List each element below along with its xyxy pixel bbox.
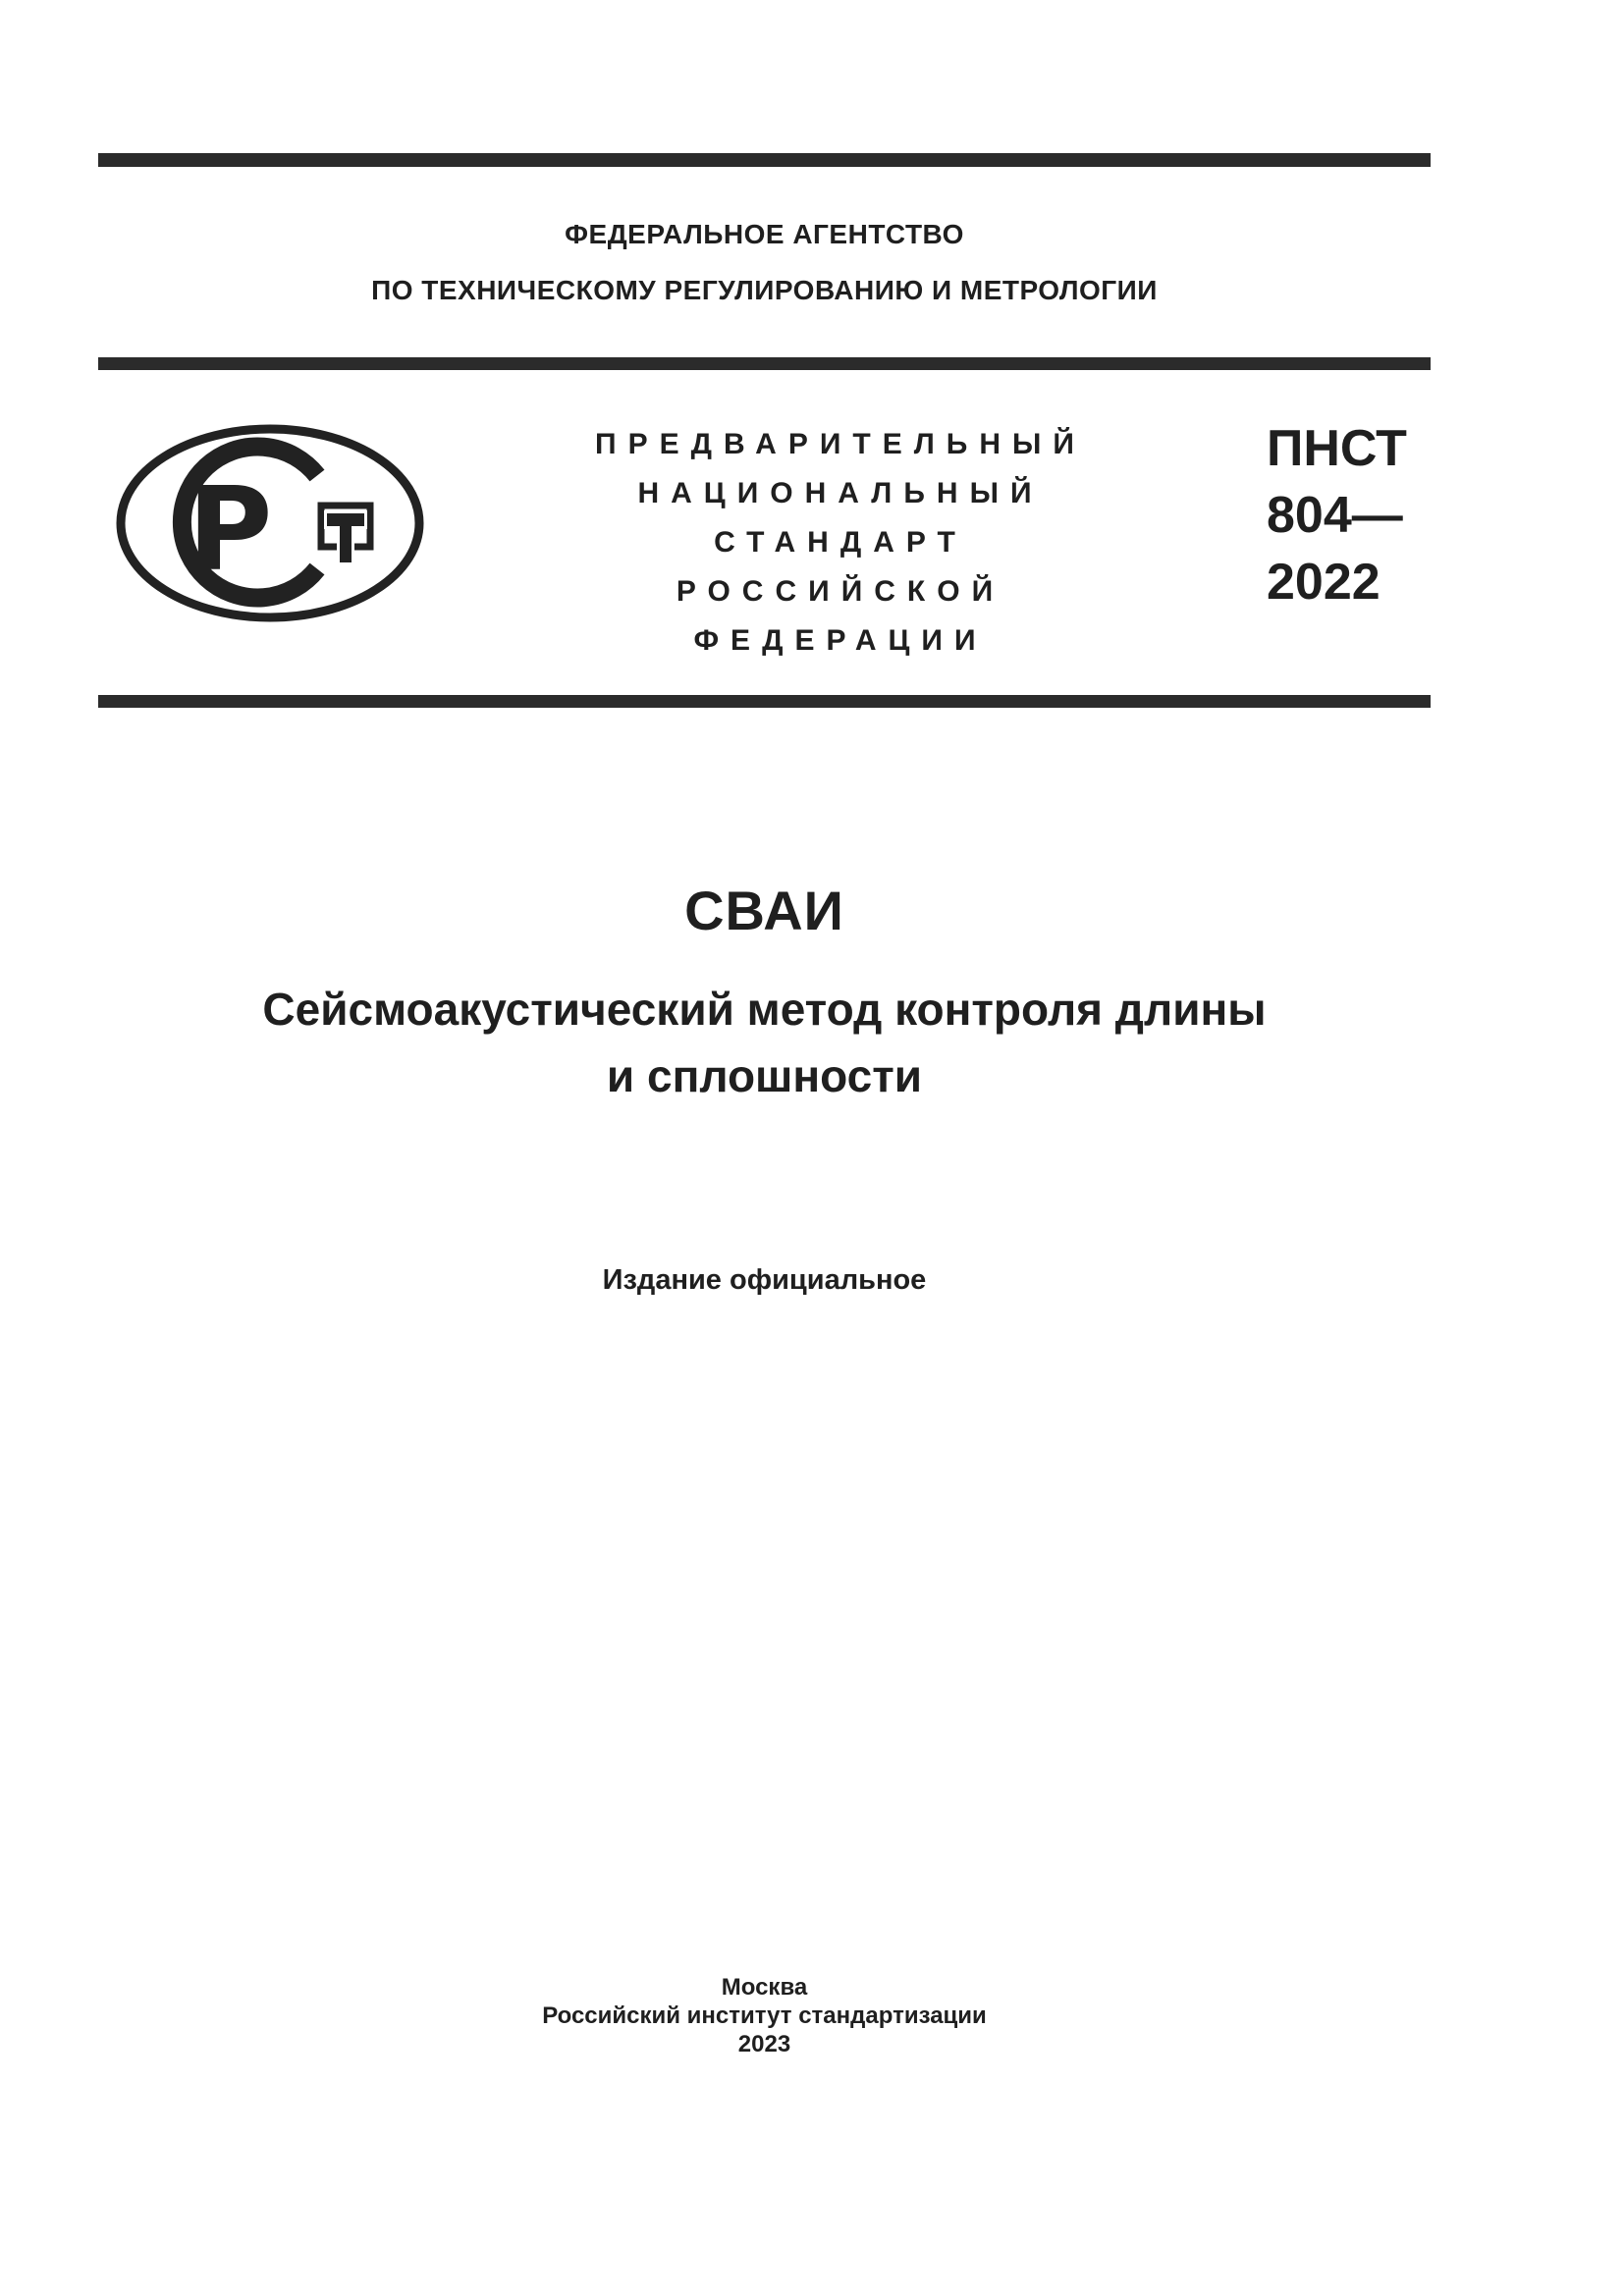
designation-line: 2022 — [1267, 554, 1380, 611]
document-subtitle-line1: Сейсмоакустический метод контроля длины — [262, 984, 1267, 1035]
document-title: СВАИ — [684, 880, 844, 941]
standard-type-block — [491, 420, 1178, 666]
document-subtitle-line2: и сплошности — [606, 1050, 923, 1101]
standard-type-line: ФЕДЕРАЦИИ — [693, 624, 988, 657]
middle-divider-rule — [98, 357, 1431, 370]
imprint-block — [98, 1973, 1431, 2058]
standard-type-line: РОССИЙСКОЙ — [676, 575, 1005, 608]
svg-text:Р: Р — [188, 461, 273, 597]
top-divider-rule — [98, 153, 1431, 167]
document-subtitle — [98, 976, 1431, 1109]
designation-line: 804— — [1267, 487, 1403, 544]
imprint-publisher: Российский институт стандартизации — [542, 2002, 987, 2029]
agency-name-line2: ПО ТЕХНИЧЕСКОМУ РЕГУЛИРОВАНИЮ И МЕТРОЛОГИИ — [371, 275, 1158, 305]
page-content-area — [98, 0, 1431, 2296]
standard-type-line: ПРЕДВАРИТЕЛЬНЫЙ — [595, 428, 1086, 460]
imprint-city: Москва — [721, 1974, 808, 2001]
standard-type-line: СТАНДАРТ — [714, 526, 967, 559]
imprint-year: 2023 — [737, 2031, 791, 2057]
agency-name-line1: ФЕДЕРАЛЬНОЕ АГЕНТСТВО — [565, 219, 964, 249]
standard-designation-block — [1267, 415, 1492, 615]
designation-line: ПНСТ — [1267, 420, 1407, 477]
official-edition-note: Издание официальное — [602, 1264, 927, 1296]
bottom-divider-rule — [98, 695, 1431, 708]
rosstandart-rst-logo-icon — [112, 420, 428, 626]
standard-type-line: НАЦИОНАЛЬНЫЙ — [637, 477, 1044, 509]
